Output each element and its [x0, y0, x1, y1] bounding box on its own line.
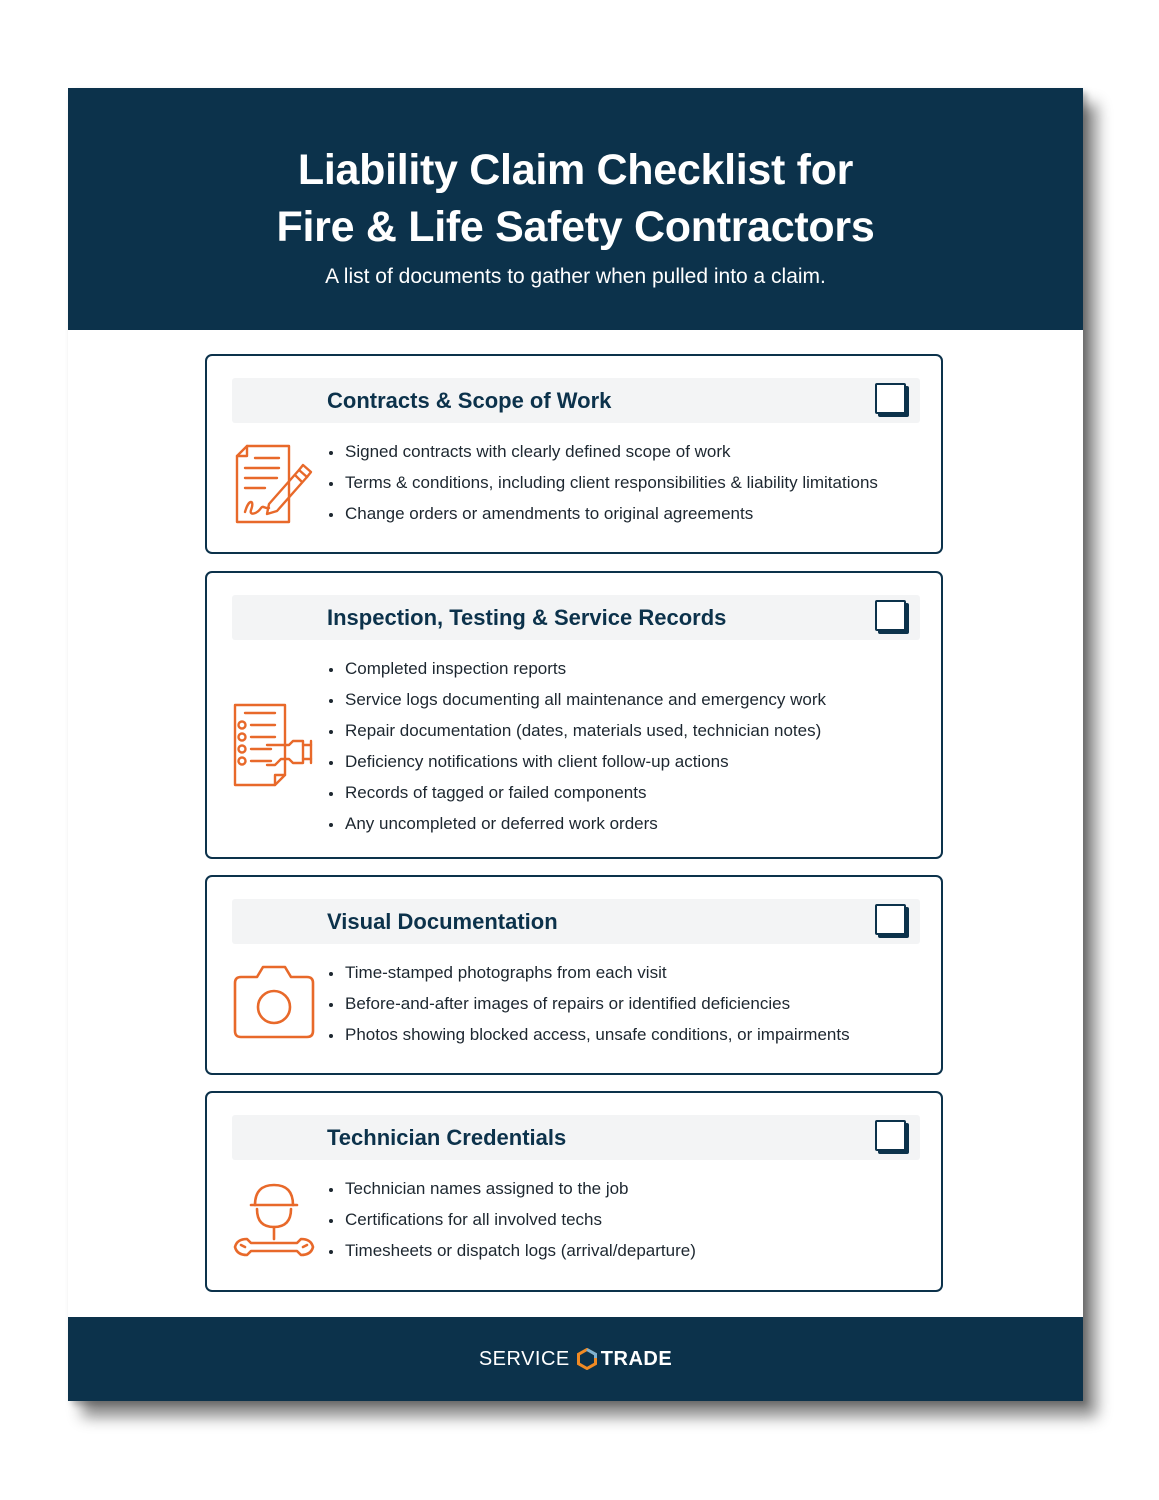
list-item: Repair documentation (dates, materials used, technician notes)	[326, 715, 826, 746]
section-card-contracts	[205, 354, 943, 554]
header-banner	[68, 88, 1083, 330]
list-item: Records of tagged or failed components	[326, 777, 826, 808]
list-item: Before-and-after images of repairs or identified deficiencies	[326, 988, 850, 1019]
section-checkbox[interactable]	[875, 904, 906, 935]
list-item: Service logs documenting all maintenance and emergency work	[326, 684, 826, 715]
checklist-page	[68, 88, 1083, 1401]
list-item: Change orders or amendments to original agreements	[326, 498, 878, 529]
section-title: Inspection, Testing & Service Records	[327, 605, 727, 630]
page-title	[68, 142, 1083, 256]
section-items	[326, 957, 850, 1050]
section-items	[326, 436, 878, 529]
list-item: Photos showing blocked access, unsafe conditions, or impairments	[326, 1019, 850, 1050]
section-header	[232, 378, 920, 423]
section-items	[326, 653, 826, 839]
section-checkbox[interactable]	[875, 383, 906, 414]
list-item: Any uncompleted or deferred work orders	[326, 808, 826, 839]
inspection-report-icon	[231, 701, 317, 787]
title-line-2: Fire & Life Safety Contractors	[276, 203, 875, 251]
list-item: Certifications for all involved techs	[326, 1204, 696, 1235]
signed-contract-icon	[231, 442, 317, 528]
list-item: Time-stamped photographs from each visit	[326, 957, 850, 988]
section-card-visual	[205, 875, 943, 1075]
section-items	[326, 1173, 696, 1266]
footer-banner	[68, 1317, 1083, 1401]
title-line-1: Liability Claim Checklist for	[297, 146, 854, 194]
section-header	[232, 595, 920, 640]
section-card-inspection	[205, 571, 943, 859]
section-title: Contracts & Scope of Work	[327, 388, 612, 413]
section-checkbox[interactable]	[875, 600, 906, 631]
list-item: Deficiency notifications with client follow-up actions	[326, 746, 826, 777]
list-item: Terms & conditions, including client responsibilities & liability limitations	[326, 467, 878, 498]
brand-logo[interactable]	[68, 1317, 1083, 1401]
section-header	[232, 1115, 920, 1160]
list-item: Timesheets or dispatch logs (arrival/departure)	[326, 1235, 696, 1266]
list-item: Completed inspection reports	[326, 653, 826, 684]
section-header	[232, 899, 920, 944]
section-card-technician	[205, 1091, 943, 1292]
section-title: Technician Credentials	[327, 1125, 567, 1150]
page-subtitle: A list of documents to gather when pulled into a claim.	[325, 265, 826, 288]
brand-text-service: SERVICE	[478, 1347, 570, 1370]
brand-text-trade: TRADE	[600, 1347, 673, 1370]
hexagon-logo-icon	[576, 1348, 598, 1370]
list-item: Signed contracts with clearly defined scope of work	[326, 436, 878, 467]
list-item: Technician names assigned to the job	[326, 1173, 696, 1204]
section-title: Visual Documentation	[327, 909, 558, 934]
technician-wrench-icon	[231, 1179, 317, 1265]
section-checkbox[interactable]	[875, 1120, 906, 1151]
camera-icon	[231, 961, 317, 1047]
